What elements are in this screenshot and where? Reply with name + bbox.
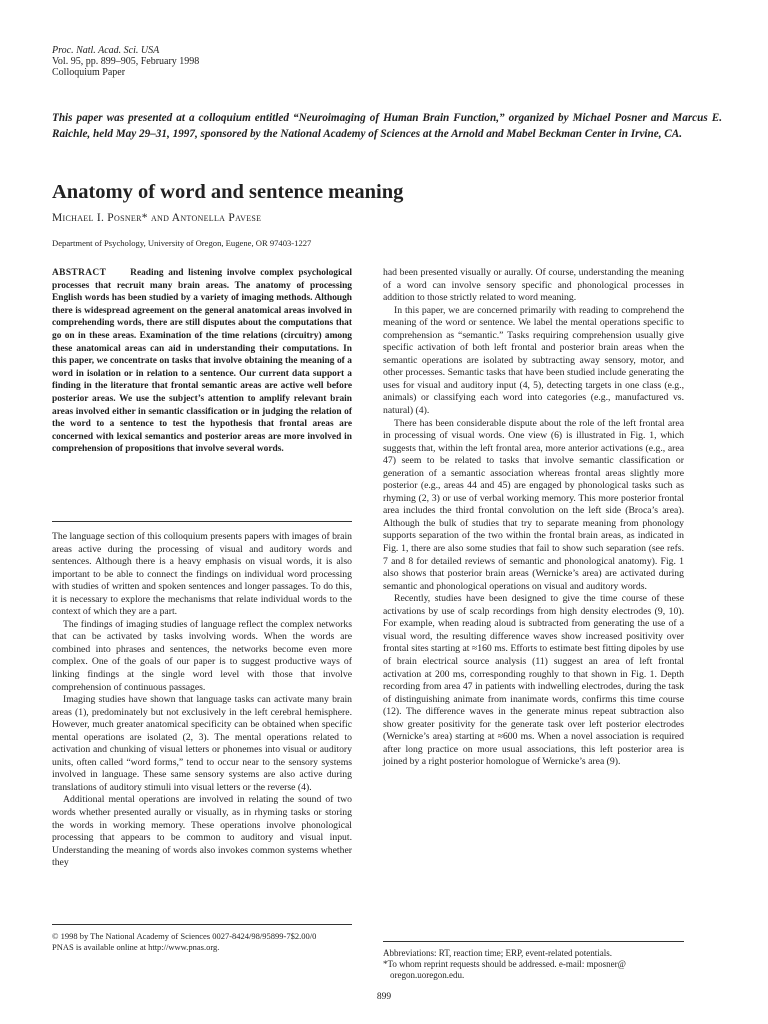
abstract-text: Reading and listening involve complex psychological processes that recruit many brain areas. The anatomy of processing English words has been studied by a variety of imaging methods. Although there is widespread agreement on the general anatomical areas involved in comprehending words, there are still disputes about the computations that go on in these areas. Examination of the time relations (circuitry) among these anatomical areas can aid in understanding their computations. In this paper, we concentrate on tasks that involve obtaining the meaning of a word in isolation or in relation to a sentence. Our current data support a finding in the literature that frontal semantic areas are active well before posterior areas. We use the subject’s attention to amplify relevant brain areas involved either in semantic classification or in judging the relation of the word to a sentence to test the hypothesis that frontal areas are concerned with lexical semantics and posterior areas are more involved in comprehension of propositions that involve several words.	[52, 268, 353, 455]
online-line: PNAS is available online at http://www.pnas.org.	[52, 942, 220, 952]
paragraph: Imaging studies have shown that language tasks can activate many brain areas (1), predominately but not exclusively in the left cerebral hemisphere. However, much greater anatomical specificity can be obtained when specific mental operations are isolated (2, 3). The mental operations related to activation and chunking of visual letters or phonemes into visual or auditory units, often called “word forms,” tend to occur near to the sensory systems involved in language. These same sensory systems are also active during translations of auditory stimuli into visual letters or the reverse (4).	[52, 694, 352, 793]
body-left-column	[52, 531, 352, 870]
paragraph: There has been considerable dispute about the role of the left frontal area in processing of visual words. One view (6) is illustrated in Fig. 1, which suggests that, within the left frontal area, more anterior activations (e.g., area 47) seem to be related to tasks that involve semantic classification or generation of a semantic association whereas frontal areas slightly more posterior (e.g., areas 44 and 45) are engaged by phonological tasks such as rhyming (2, 3) or use of verbal working memory. This more posterior frontal area includes the third frontal convolution on the left side (Broca’s area). Although the bulk of studies that try to separate meaning from phonology supports separation of the two within the frontal brain areas, as indicated in Fig. 1, there are also some studies that fail to show such separation (see refs. 7 and 8 for detailed reviews of semantic and phonological anatomy). Fig. 1 also shows that posterior brain areas (Wernicke’s area) are activated during semantic and phonological operations on visual and auditory words.	[383, 417, 684, 592]
copyright-line: © 1998 by The National Academy of Sciences 0027-8424/98/95899-7$2.00/0	[52, 931, 317, 941]
abstract-label: ABSTRACT	[52, 268, 107, 278]
paper-title: Anatomy of word and sentence meaning	[52, 181, 404, 203]
copyright-footnote	[52, 931, 352, 953]
correspondence-line: *To whom reprint requests should be addressed. e-mail: mposner@	[383, 959, 626, 969]
colloquium-note: This paper was presented at a colloquium entitled “Neuroimaging of Human Brain Function,” organized by Michael Posner and Marcus E. Raichle, held May 29–31, 1997, sponsored by the National Academy of Sciences at the Arnold and Mabel Beckman Center in Irvine, CA.	[52, 112, 722, 140]
paragraph: Additional mental operations are involved in relating the sound of two words whether presented aurally or visually, as in rhyming tasks or storing the words in working memory. These operations involve phonological processing that appears to be common to auditory and visual input. Understanding the meaning of words also invokes common systems whether they	[52, 794, 352, 869]
journal-name: Proc. Natl. Acad. Sci. USA	[52, 45, 160, 56]
journal-volume: Vol. 95, pp. 899–905, February 1998	[52, 56, 200, 67]
footnote-divider-right	[383, 941, 684, 942]
journal-section: Colloquium Paper	[52, 67, 126, 78]
affiliation: Department of Psychology, University of Oregon, Eugene, OR 97403-1227	[52, 238, 312, 248]
correspondence-footnote	[383, 948, 684, 981]
paragraph: The findings of imaging studies of language reflect the complex networks that can be activated by tasks involving words. When the words are combined into phrases and sentences, the networks become even more complex. One of the goals of our paper is to suggest productive ways of linking findings at the single word level with those that involve comprehension of continuous passages.	[52, 618, 352, 693]
paragraph: had been presented visually or aurally. Of course, understanding the meaning of a word can involve sensory specific and phonological processes in addition to those strictly related to word meaning.	[383, 267, 684, 304]
paragraph: The language section of this colloquium presents papers with images of brain areas active during the processing of visual and auditory words and sentences. Although there is a heavy emphasis on visual words, it is also important to be able to connect the findings on individual word processing with studies of written and spoken sentences and longer passages. To do this, it is necessary to explore the mechanisms that relate individual words to the context of which they are a part.	[52, 531, 352, 618]
paragraph: In this paper, we are concerned primarily with reading to comprehend the meaning of the word or sentence. We label the mental operations specific to comprehension as “semantic.” Tasks requiring comprehension usually give specific activation of both left frontal and posterior brain areas when the semantic operations are isolated by subtracting away sensory, motor, and other processes. Semantic tasks that have been studied include generating the uses for visual and auditory input (4, 5), detecting targets in one class (e.g., animals) or classifying each word into categories (e.g., manufactured vs. natural) (4).	[383, 304, 684, 417]
footnote-divider-left	[52, 924, 352, 925]
body-right-column	[383, 267, 684, 769]
paragraph: Recently, studies have been designed to give the time course of these activations by use of scalp recordings from high density electrodes (9, 10). For example, when reading aloud is subtracted from generating the use of a visual word, the resulting difference waves show increased positivity over frontal sites starting at ≈160 ms. Efforts to estimate best fitting dipoles by use of brain electrical source analysis (11) suggest an area of left frontal activation at 200 ms, corresponding roughly to that shown in Fig. 1. Depth recording from area 47 in patients with indwelling electrodes, during the task of distinguishing animate from inanimate words, confirms this time course (12). The difference waves in the generate minus repeat subtraction also show greater positivity for the generate task over left posterior electrodes (Wernicke’s area) starting at ≈600 ms. When a novel association is required after long practice on more usual associations, this left posterior area is joined by a right posterior homologue of Wernicke’s area (9).	[383, 593, 684, 768]
journal-header	[52, 45, 199, 78]
abbreviations-line: Abbreviations: RT, reaction time; ERP, event-related potentials.	[383, 948, 612, 958]
abstract-divider	[52, 521, 352, 522]
email-line: oregon.uoregon.edu.	[390, 970, 465, 980]
authors: Michael I. Posner* and Antonella Pavese	[52, 212, 262, 224]
page-number: 899	[376, 992, 392, 1002]
abstract	[52, 267, 352, 456]
